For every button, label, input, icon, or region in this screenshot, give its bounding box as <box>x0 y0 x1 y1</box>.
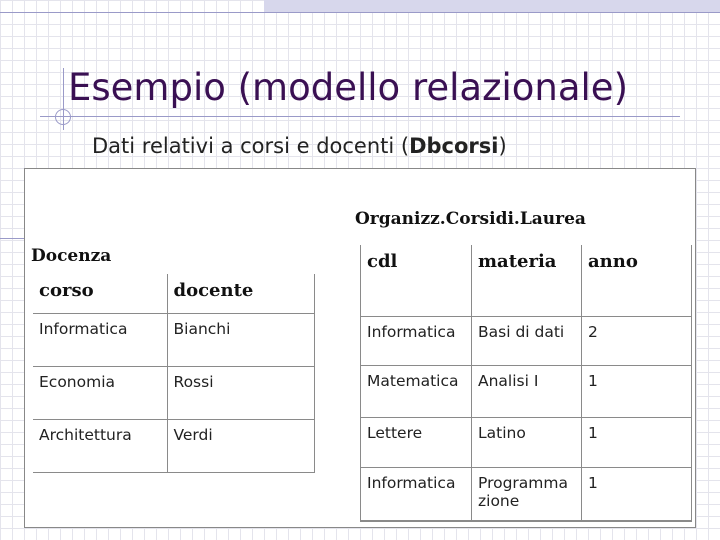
table-cell: Matematica <box>361 365 472 417</box>
organizz-table <box>360 245 692 522</box>
table-cell: Lettere <box>361 417 472 467</box>
table-header-row <box>361 245 692 316</box>
title-underline-rule <box>40 116 680 117</box>
table-cell: Verdi <box>167 419 314 472</box>
table-cell: Informatica <box>361 316 472 365</box>
column-header: docente <box>167 274 314 313</box>
table-row <box>361 365 692 417</box>
header-bar-decoration <box>264 0 720 12</box>
table-cell: Programma zione <box>472 467 582 521</box>
table-cell: 1 <box>582 365 692 417</box>
left-side-rule <box>0 238 24 239</box>
table-cell: Informatica <box>361 467 472 521</box>
table-cell: 1 <box>582 417 692 467</box>
column-header: anno <box>582 245 692 316</box>
column-header: materia <box>472 245 582 316</box>
tables-panel <box>24 168 696 528</box>
table-cell: 2 <box>582 316 692 365</box>
table-cell: Latino <box>472 417 582 467</box>
docenza-caption: Docenza <box>31 246 112 266</box>
column-header: corso <box>33 274 167 313</box>
table-cell: 1 <box>582 467 692 521</box>
header-rule-decoration <box>0 12 720 13</box>
table-cell: Informatica <box>33 313 167 366</box>
table-cell: Analisi I <box>472 365 582 417</box>
table-cell: Rossi <box>167 366 314 419</box>
circle-bullet-icon <box>55 109 71 125</box>
column-header: cdl <box>361 245 472 316</box>
subtitle-text: Dati relativi a corsi e docenti ( <box>92 134 410 158</box>
slide-subtitle <box>92 134 507 158</box>
table-row <box>361 467 692 521</box>
table-row <box>33 419 314 472</box>
subtitle-db-name: Dbcorsi <box>409 134 499 158</box>
table-cell: Basi di dati <box>472 316 582 365</box>
table-cell: Economia <box>33 366 167 419</box>
table-row <box>33 313 314 366</box>
table-header-row <box>33 274 314 313</box>
table-cell: Bianchi <box>167 313 314 366</box>
subtitle-close: ) <box>498 134 507 158</box>
slide-title: Esempio (modello relazionale) <box>68 66 629 109</box>
docenza-table <box>33 274 315 473</box>
table-cell: Architettura <box>33 419 167 472</box>
organizz-caption: Organizz.Corsidi.Laurea <box>355 209 586 229</box>
table-row <box>361 417 692 467</box>
table-row <box>33 366 314 419</box>
table-row <box>361 316 692 365</box>
